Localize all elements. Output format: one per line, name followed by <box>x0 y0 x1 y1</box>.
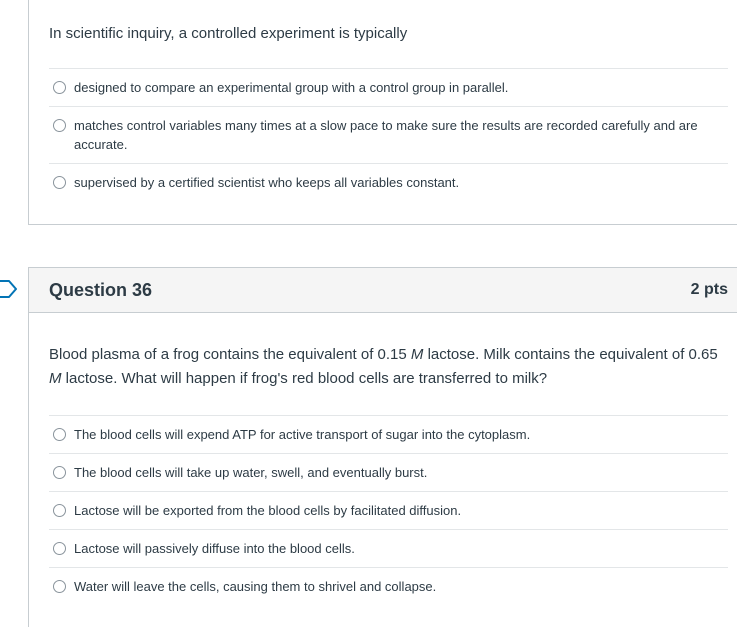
answer-option[interactable] <box>49 68 728 106</box>
answer-option[interactable] <box>49 163 728 201</box>
answer-text: The blood cells will take up water, swell, and eventually burst. <box>74 465 428 480</box>
answer-text: designed to compare an experimental group with a control group in parallel. <box>74 80 509 95</box>
radio-button[interactable] <box>53 542 66 555</box>
radio-button[interactable] <box>53 504 66 517</box>
answer-text: supervised by a certified scientist who keeps all variables constant. <box>74 175 460 190</box>
question-36-text <box>49 343 727 391</box>
question-text-part: lactose. Milk contains the equivalent of 0.65 <box>423 346 718 363</box>
radio-button[interactable] <box>53 176 66 189</box>
question-35-card <box>28 0 737 225</box>
question-36-card <box>28 267 737 627</box>
radio-button[interactable] <box>53 466 66 479</box>
answer-option[interactable] <box>49 529 728 567</box>
molarity-unit: M <box>49 370 62 387</box>
answer-text: Lactose will passively diffuse into the blood cells. <box>74 541 355 556</box>
answer-option[interactable] <box>49 567 728 605</box>
radio-button[interactable] <box>53 428 66 441</box>
question-35-answers <box>49 68 728 201</box>
answer-text: Lactose will be exported from the blood cells by facilitated diffusion. <box>74 503 462 518</box>
question-text-part: Blood plasma of a frog contains the equivalent of 0.15 <box>49 346 411 363</box>
radio-button[interactable] <box>53 580 66 593</box>
question-title: Question 36 <box>49 279 153 300</box>
answer-option[interactable] <box>49 106 728 163</box>
answer-text: matches control variables many times at a slow pace to make sure the results are recorded carefully and are accurate. <box>74 118 698 152</box>
question-35-text: In scientific inquiry, a controlled experiment is typically <box>49 25 408 42</box>
flag-question-icon[interactable] <box>0 280 18 298</box>
answer-option[interactable] <box>49 415 728 453</box>
answer-text: The blood cells will expend ATP for active transport of sugar into the cytoplasm. <box>74 427 531 442</box>
answer-text: Water will leave the cells, causing them to shrivel and collapse. <box>74 579 437 594</box>
molarity-unit: M <box>410 346 424 363</box>
radio-button[interactable] <box>53 81 66 94</box>
question-points: 2 pts <box>690 281 728 298</box>
question-header <box>29 268 737 313</box>
question-36-answers <box>49 415 728 605</box>
answer-option[interactable] <box>49 491 728 529</box>
question-text-part: lactose. What will happen if frog's red blood cells are transferred to milk? <box>61 370 548 387</box>
radio-button[interactable] <box>53 119 66 132</box>
answer-option[interactable] <box>49 453 728 491</box>
